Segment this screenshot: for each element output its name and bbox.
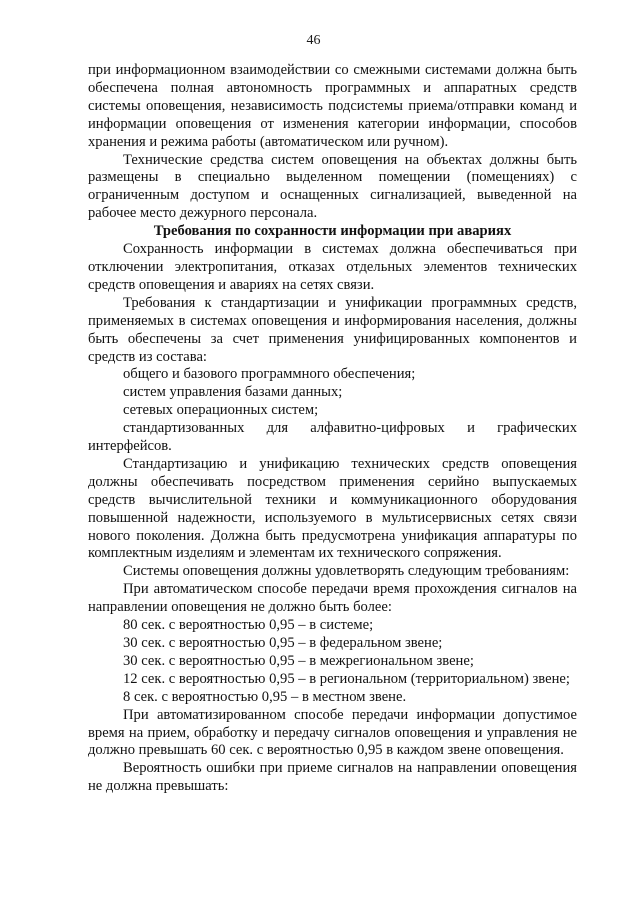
paragraph-automated-transmission: При автоматизированном способе передачи информации допустимое время на прием, обработку и передачу сигналов оповещения и управления не должно превышать 60 сек. с вероятностью 0,95 в каждом звене оповещения. [88,706,577,759]
list-item: систем управления базами данных; [123,384,343,401]
list-item: 30 сек. с вероятностью 0,95 – в межрегиональном звене; [123,652,474,669]
paragraph-standardization-hardware: Стандартизацию и унификацию технических средств оповещения должны обеспечивать посредством применения серийно выпускаемых средств вычислительной техники и коммуникационного оборудования повышенной надежности, используемого в мультисервисных сетях связи нового поколения. Должна быть предусмотрена унификация аппаратуры по комплектным изделиям и элементам их технического сопряжения. [88,455,577,562]
paragraph-error-probability: Вероятность ошибки при приеме сигналов на направлении оповещения не должна превышать: [88,760,577,795]
page-number: 46 [306,33,321,48]
list-item: 12 сек. с вероятностью 0,95 – в региональном (территориальном) звене; [123,670,570,687]
paragraph-requirements-intro: Системы оповещения должны удовлетворять следующим требованиям: [123,563,570,580]
list-item: общего и базового программного обеспечения; [123,366,416,383]
list-item: 30 сек. с вероятностью 0,95 – в федеральном звене; [123,635,443,651]
paragraph-autonomy: при информационном взаимодействии со смежными системами должна быть обеспечена полная автономность программных и аппаратных средств системы оповещения, независимость подсистемы приема/отправки команд и информации оповещения от изменения категории информации, способов хранения и режима работы (автоматическом или ручном). [88,62,577,150]
list-item: стандартизованных для алфавитно-цифровых и графических интерфейсов. [88,420,577,455]
list-item: сетевых операционных систем; [123,402,319,419]
list-item: 80 сек. с вероятностью 0,95 – в системе; [123,617,374,634]
document-body [88,62,577,796]
paragraph-automatic-transmission: При автоматическом способе передачи время прохождения сигналов на направлении оповещения не должно быть более: [88,581,577,616]
paragraph-data-safety: Сохранность информации в системах должна обеспечиваться при отключении электропитания, отказах отдельных элементов технических средств оповещения и авариях на сетях связи. [88,241,577,293]
paragraph-standardization-software: Требования к стандартизации и унификации программных средств, применяемых в системах оповещения и информирования населения, должны быть обеспечены за счет применения унифицированных компонентов и средств из состава: [88,294,577,365]
paragraph-premises: Технические средства систем оповещения на объектах должны быть размещены в специально выделенном помещении (помещениях) с ограниченным доступом и оснащенных сигнализацией, выведенной на рабочее место дежурного персонала. [88,151,577,222]
list-item: 8 сек. с вероятностью 0,95 – в местном звене. [123,688,407,705]
section-heading: Требования по сохранности информации при авариях [153,223,512,240]
